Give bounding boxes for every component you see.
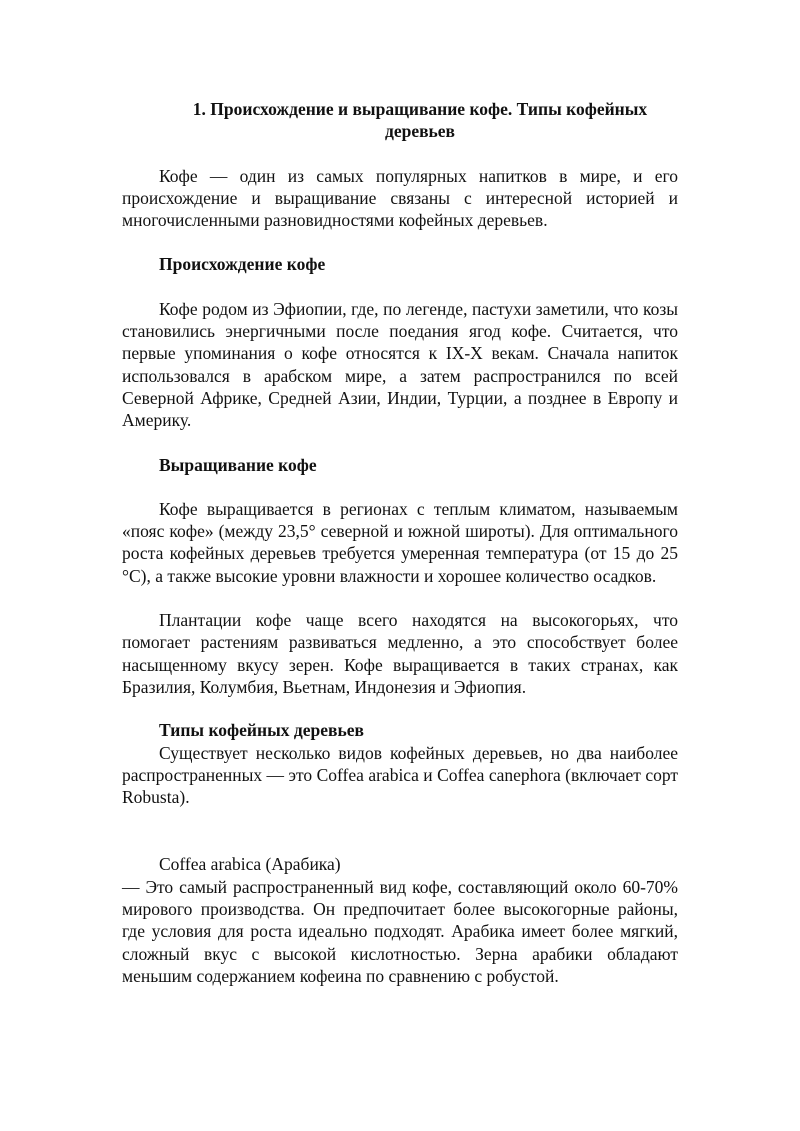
intro-paragraph: Кофе — один из самых популярных напитков в мире, и его происхождение и выращивание связаны с интересной историей и многочисленными разновидностями кофейных деревьев. (122, 165, 678, 231)
cultivation-paragraph-2: Плантации кофе чаще всего находятся на высокогорьях, что помогает растениям развиваться медленно, а это способствует более насыщенному вкусу зерен. Кофе выращивается в таких странах, как Бразилия, Колумбия, Вьетнам, Индонезия и Эфиопия. (122, 610, 678, 697)
arabica-paragraph: — Это самый распространенный вид кофе, составляющий около 60-70% мирового производства. Он предпочитает более высокогорные районы, где условия для роста идеально подходят. Арабика имеет более мягкий, сложный вкус с высокой кислотностью. Зерна арабики обладают меньшим содержанием кофеина по сравнению с робустой. (122, 876, 678, 986)
tree-types-paragraph: Существует несколько видов кофейных деревьев, но два наиболее распространенных — это Coffea arabica и Coffea canephora (включает сорт Robusta). (122, 742, 678, 808)
origin-paragraph: Кофе родом из Эфиопии, где, по легенде, пастухи заметили, что козы становились энергичными после поедания ягод кофе. Считается, что первые упоминания о кофе относятся к IX-X векам. Сначала напиток использовался в арабском мире, а затем распространился по всей Северной Африке, Средней Азии, Индии, Турции, а позднее в Европу и Америку. (122, 298, 678, 431)
arabica-label: Coffea arabica (Арабика) (159, 854, 341, 875)
document-title: 1. Происхождение и выращивание кофе. Типы кофейных деревьев (192, 99, 648, 142)
cultivation-paragraph-1: Кофе выращивается в регионах с теплым климатом, называемым «пояс кофе» (между 23,5° северной и южной широты). Для оптимального роста кофейных деревьев требуется умеренная температура (от 15 до 25 °C), а также высокие уровни влажности и хорошее количество осадков. (122, 498, 678, 586)
document-body (122, 98, 678, 987)
section-heading-cultivation: Выращивание кофе (159, 454, 317, 475)
section-heading-origin: Происхождение кофе (159, 254, 326, 275)
section-heading-tree-types: Типы кофейных деревьев (159, 720, 364, 741)
